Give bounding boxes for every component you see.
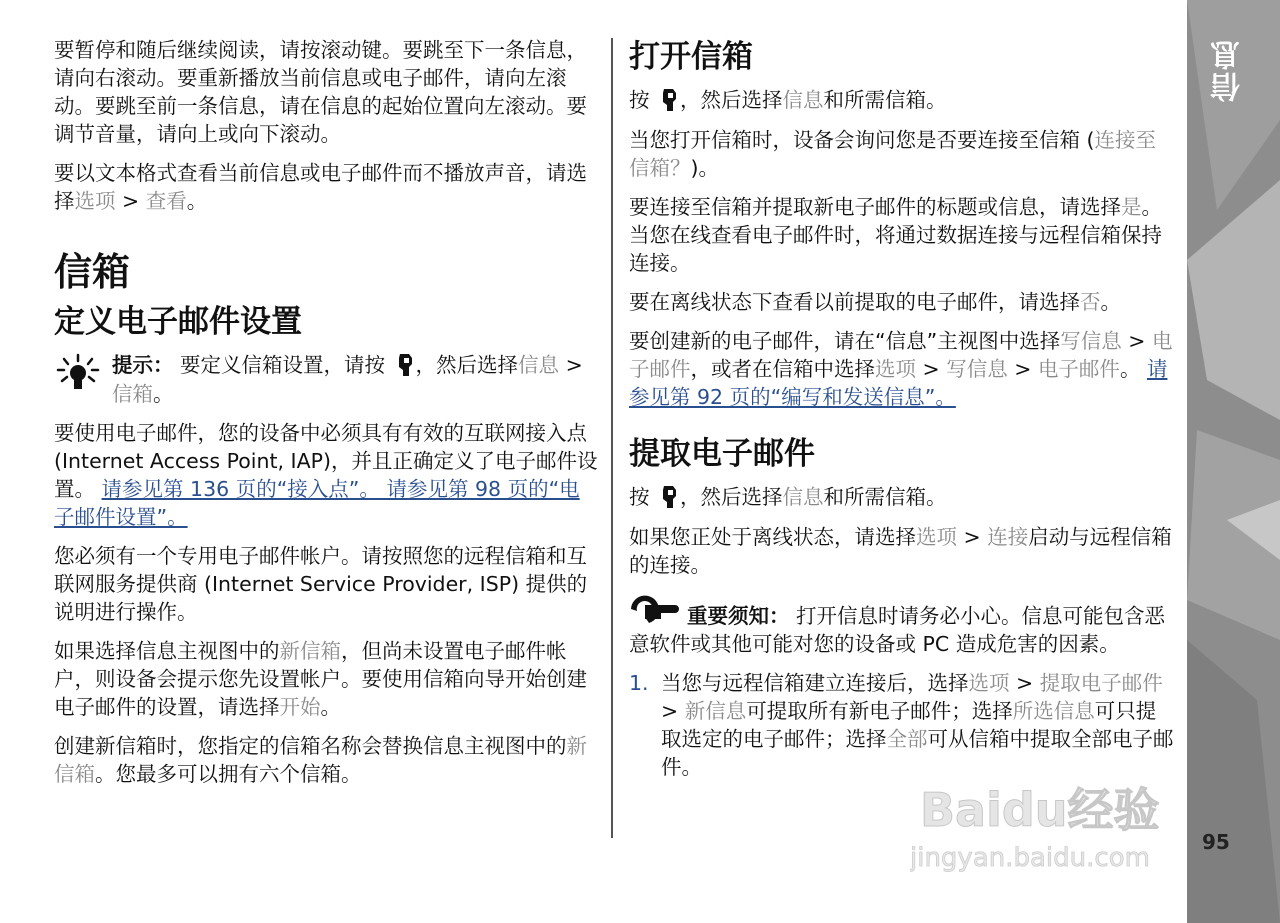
column-divider <box>611 38 613 838</box>
tip-block <box>54 351 599 408</box>
important-pointing-hand-icon <box>629 593 687 627</box>
page-number: 95 <box>1202 830 1230 854</box>
menu-term: 查看 <box>145 189 187 213</box>
menu-term: 选项 <box>74 189 116 213</box>
list-number: 1. <box>629 671 649 695</box>
paragraph: 要创建新的电子邮件，请在“信息”主视图中选择写信息 > 电子邮件，或者在信箱中选择选项 > 写信息 > 电子邮件。 请参见第 92 页的“编写和发送信息”。 <box>629 329 1173 409</box>
chapter-title: 信息 <box>1211 38 1246 102</box>
paragraph: 要以文本格式查看当前信息或电子邮件而不播放声音，请选择选项 > 查看。 <box>54 161 587 213</box>
watermark-url: jingyan.baidu.com <box>910 843 1150 873</box>
paragraph: 创建新信箱时，您指定的信箱名称会替换信息主视图中的新信箱。您最多可以拥有六个信箱。 <box>54 734 587 786</box>
watermark-brand: Baidu经验 <box>920 783 1160 837</box>
tip-text: 提示： 要定义信箱设置，请按 ，然后选择信息 > 信箱。 <box>112 353 583 406</box>
paragraph: 要暂停和随后继续阅读，请按滚动键。要跳至下一条信息，请向右滚动。要重新播放当前信息或电子邮件，请向左滚动。要跳至前一条信息，请在信息的起始位置向左滚动。要调节音量，请向上或向下滚动。 <box>54 38 587 146</box>
menu-key-icon <box>392 352 416 380</box>
paragraph: 按 ，然后选择信息和所需信箱。 <box>629 86 1174 115</box>
menu-key-icon <box>656 87 680 115</box>
paragraph: 要在离线状态下查看以前提取的电子邮件，请选择否。 <box>629 290 1121 314</box>
paragraph: 要连接至信箱并提取新电子邮件的标题或信息，请选择是。当您在线查看电子邮件时，将通过数据连接与远程信箱保持连接。 <box>629 195 1162 275</box>
cross-reference-link[interactable]: 请参见第 92 页的“编写和发送信息”。 <box>629 357 1168 409</box>
cross-reference-link[interactable]: 请参见第 136 页的“接入点”。 请参见第 98 页的“电子邮件设置”。 <box>54 477 580 529</box>
list-item: 1. 当您与远程信箱建立连接后，选择选项 > 提取电子邮件 > 新信息可提取所有新电子邮件；选择所选信息可只提取选定的电子邮件；选择全部可从信箱中提取全部电子邮件。 <box>629 671 1174 779</box>
important-notice: 重要须知： 打开信息时请务必小心。信息可能包含恶意软件或其他可能对您的设备或 PC 造成危害的因素。 <box>629 593 1174 658</box>
paragraph: 您必须有一个专用电子邮件帐户。请按照您的远程信箱和互联网服务提供商 (Internet Service Provider, ISP) 提供的说明进行操作。 <box>54 544 588 624</box>
section-title: 信箱 <box>54 250 131 294</box>
right-column <box>629 36 1174 781</box>
subsection-title: 定义电子邮件设置 <box>54 304 302 340</box>
subsection-title: 提取电子邮件 <box>629 436 815 472</box>
paragraph: 如果您正处于离线状态，请选择选项 > 连接启动与远程信箱的连接。 <box>629 525 1172 577</box>
subsection-title: 打开信箱 <box>629 39 753 75</box>
menu-key-icon <box>656 484 680 512</box>
baidu-watermark <box>910 768 1210 878</box>
left-column <box>54 36 599 799</box>
paragraph: 如果选择信息主视图中的新信箱，但尚未设置电子邮件帐户，则设备会提示您先设置帐户。要使用信箱向导开始创建电子邮件的设置，请选择开始。 <box>54 639 587 719</box>
paragraph: 要使用电子邮件，您的设备中必须具有有效的互联网接入点 (Internet Access Point, IAP)，并且正确定义了电子邮件设置。 请参见第 136 页的“接入点”。 请参见第 98 页的“电子邮件设置”。 <box>54 421 598 529</box>
paragraph: 按 ，然后选择信息和所需信箱。 <box>629 483 1174 512</box>
paragraph: 当您打开信箱时，设备会询问您是否要连接至信箱 (连接至信箱？)。 <box>629 128 1157 180</box>
lightbulb-tip-icon <box>54 353 102 393</box>
